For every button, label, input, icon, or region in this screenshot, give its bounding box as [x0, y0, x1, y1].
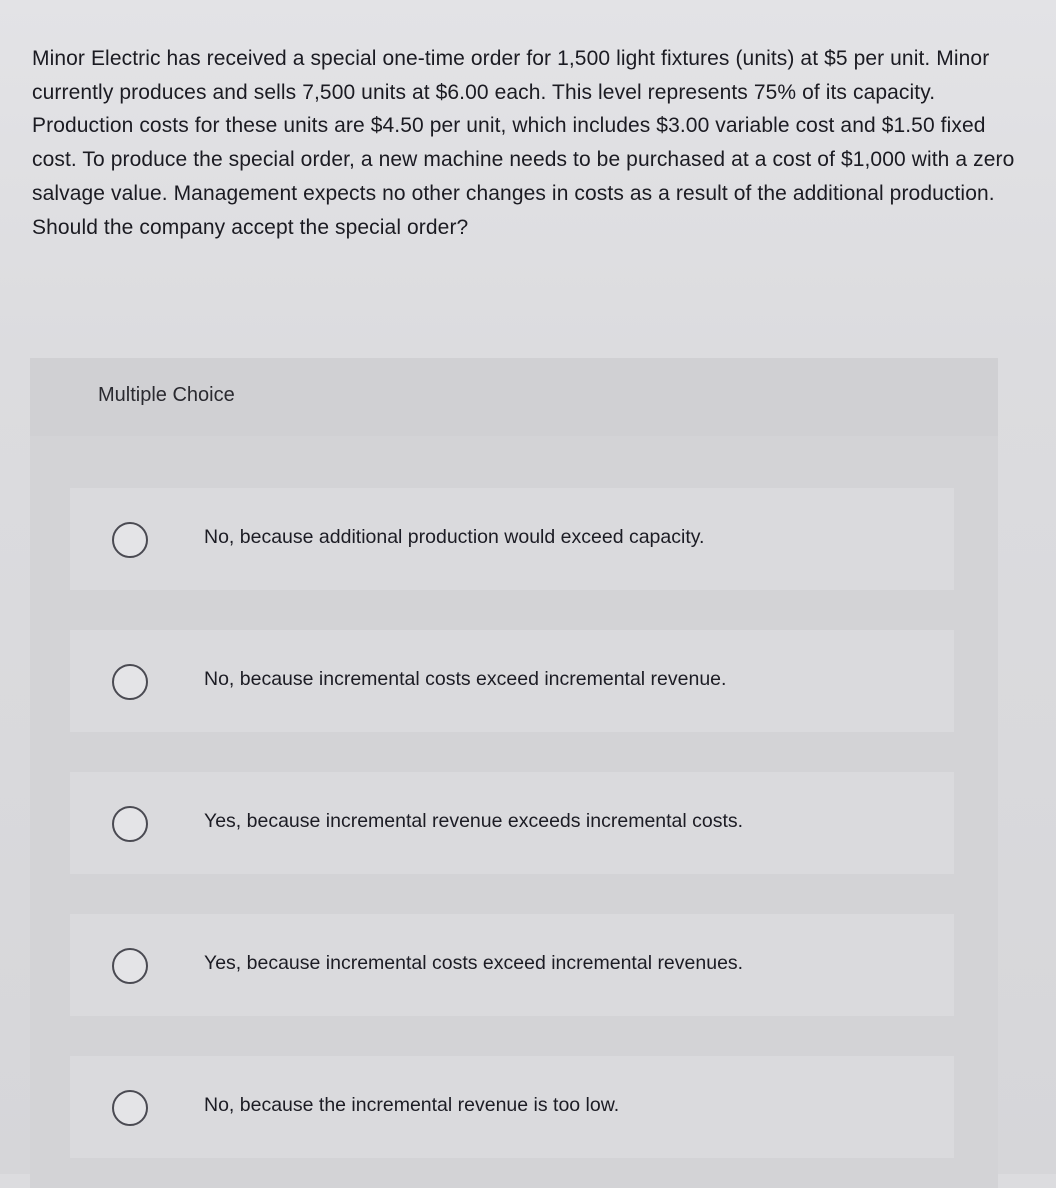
- radio-button-icon[interactable]: [112, 1090, 148, 1126]
- answer-option-label[interactable]: No, because additional production would exceed capacity.: [204, 526, 705, 548]
- question-text: Minor Electric has received a special one-time order for 1,500 light fixtures (units) at $5 per unit. Minor currently produces and sells 7,500 units at $6.00 each. This level represents 75% of its capacity. Production costs for these units are $4.50 per unit, which includes $3.00 variable cost and $1.50 fixed cost. To produce the special order, a new machine needs to be purchased at a cost of $1,000 with a zero salvage value. Management expects no other changes in costs as a result of the additional production. Should the company accept the special order?: [32, 47, 1015, 239]
- answer-option-label[interactable]: No, because incremental costs exceed incremental revenue.: [204, 668, 727, 690]
- multiple-choice-heading: Multiple Choice: [98, 384, 235, 406]
- radio-button-icon[interactable]: [112, 522, 148, 558]
- answer-option-label[interactable]: Yes, because incremental revenue exceeds incremental costs.: [204, 810, 744, 832]
- multiple-choice-panel: [30, 358, 998, 1188]
- multiple-choice-header: [30, 358, 998, 436]
- radio-button-icon[interactable]: [112, 806, 148, 842]
- radio-button-icon[interactable]: [112, 948, 148, 984]
- radio-button-icon[interactable]: [112, 664, 148, 700]
- answer-option-3[interactable]: [70, 772, 954, 874]
- answer-option-2[interactable]: [70, 630, 954, 732]
- answer-option-4[interactable]: [70, 914, 954, 1016]
- answer-option-5[interactable]: [70, 1056, 954, 1158]
- answer-option-label[interactable]: Yes, because incremental costs exceed incremental revenues.: [204, 952, 744, 974]
- answer-option-1[interactable]: [70, 488, 954, 590]
- answer-option-label[interactable]: No, because the incremental revenue is too low.: [204, 1094, 620, 1116]
